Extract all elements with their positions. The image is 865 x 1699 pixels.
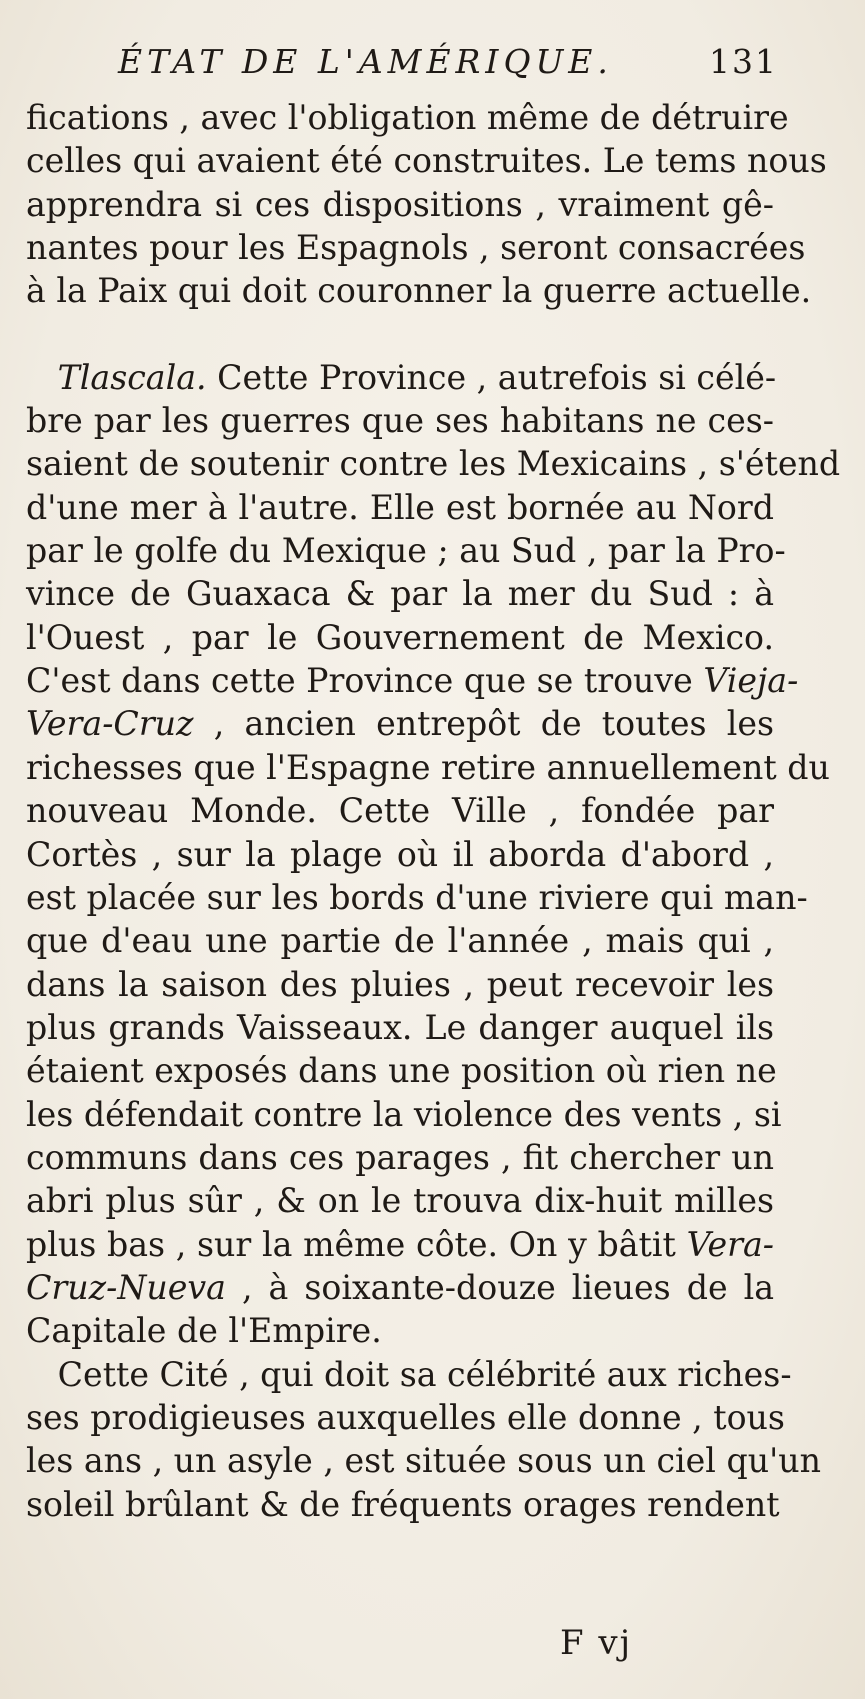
line-start: C'est dans cette Province que se trouve [26, 661, 704, 701]
text-line [26, 1223, 774, 1266]
line-rest: , à soixante-douze lieues de la [225, 1267, 774, 1307]
text-line: ses prodigieuses auxquelles elle donne , tous [26, 1397, 785, 1437]
text-line [26, 1266, 774, 1309]
text-line: abri plus sûr , & on le trouva dix-huit milles [26, 1181, 774, 1221]
text-line: saient de soutenir contre les Mexicains , s'étend [26, 444, 841, 484]
text-line: l'Ouest , par le Gouvernement de Mexico. [26, 617, 774, 657]
text-line [26, 702, 774, 745]
paragraph-gap [26, 313, 774, 356]
text-line: dans la saison des pluies , peut recevoir les [26, 964, 774, 1004]
text-line: nantes pour les Espagnols , seront consacrées [26, 228, 806, 268]
text-line: celles qui avaient été construites. Le tems nous [26, 141, 827, 181]
text-line [26, 1353, 792, 1396]
place-name: Vieja- [703, 661, 799, 701]
place-name: Vera- [686, 1224, 774, 1264]
text-line [26, 659, 799, 702]
line-start: plus bas , sur la même côte. On y bâtit [26, 1224, 687, 1264]
text-line: nouveau Monde. Cette Ville , fondée par [26, 791, 774, 831]
text-line: richesses que l'Espagne retire annuellement du [26, 747, 830, 787]
text-line: apprendra si ces dispositions , vraiment gê- [26, 184, 774, 224]
text-line: étaient exposés dans une position où rien ne [26, 1051, 777, 1091]
running-title: ÉTAT DE L'AMÉRIQUE. [118, 42, 613, 81]
text-line: Capitale de l'Empire. [26, 1311, 382, 1351]
text-line [26, 356, 777, 399]
text-line: à la Paix qui doit couronner la guerre actuelle. [26, 271, 812, 311]
line-rest: , ancien entrepôt de toutes les [193, 704, 774, 744]
running-head [118, 42, 778, 81]
text-line: plus grands Vaisseaux. Le danger auquel ils [26, 1007, 774, 1047]
section-title-tlascala: Tlascala. [57, 357, 207, 397]
text-line: vince de Guaxaca & par la mer du Sud : à [26, 574, 774, 614]
line-rest: Cette Province , autrefois si célé- [206, 357, 777, 397]
text-line: soleil brûlant & de fréquents orages rendent [26, 1484, 780, 1524]
signature-mark: F vj [560, 1623, 633, 1663]
text-line: que d'eau une partie de l'année , mais qui , [26, 921, 774, 961]
text-line: par le golfe du Mexique ; au Sud , par la Pro- [26, 531, 786, 571]
page-number: 131 [709, 42, 778, 81]
text-line: bre par les guerres que ses habitans ne ces- [26, 401, 774, 441]
page-text [26, 96, 841, 1526]
text-line: les défendait contre la violence des vents , si [26, 1094, 782, 1134]
text-line: d'une mer à l'autre. Elle est bornée au Nord [26, 487, 774, 527]
place-name: Vera-Cruz [26, 704, 194, 744]
text-line: fications , avec l'obligation même de détruire [26, 98, 789, 137]
text-line: les ans , un asyle , est située sous un ciel qu'un [26, 1441, 821, 1481]
line-text: Cette Cité , qui doit sa célébrité aux riches- [57, 1354, 792, 1394]
text-line: est placée sur les bords d'une riviere qui man- [26, 877, 808, 917]
text-line: communs dans ces parages , fit chercher un [26, 1137, 774, 1177]
text-line: Cortès , sur la plage où il aborda d'abord , [26, 834, 774, 874]
place-name: Cruz-Nueva [26, 1267, 226, 1307]
